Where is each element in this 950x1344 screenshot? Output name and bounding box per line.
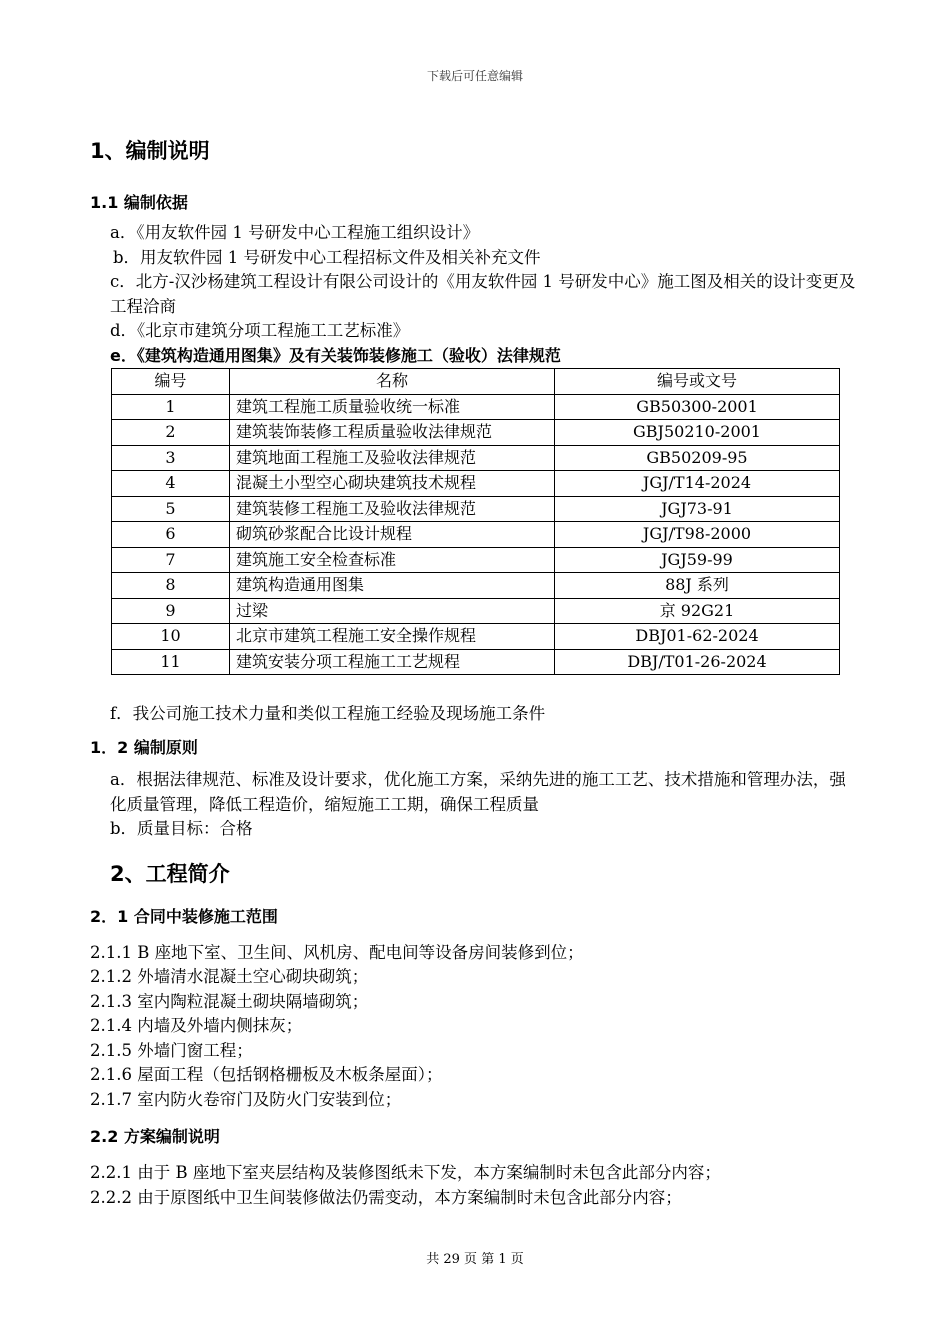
table-cell: 8 [112,573,230,599]
basis-item-a: a．《用友软件园 1 号研发中心工程施工组织设计》 [110,223,480,242]
table-row [112,445,840,471]
basis-item-e: e．《建筑构造通用图集》及有关装饰装修施工（验收）法律规范 [110,345,561,365]
scope-item: 2.1.2 外墙清水混凝土空心砌块砌筑； [90,967,369,986]
table-cell: JGJ59-99 [555,547,840,573]
table-header-row [112,369,840,395]
scope-item: 2.1.5 外墙门窗工程； [90,1040,253,1060]
table-cell: 3 [112,445,230,471]
table-header-cell: 编号 [112,369,230,395]
table-row [112,471,840,497]
table-cell: 5 [112,496,230,522]
table-row [112,522,840,548]
table-cell: 建筑装饰装修工程质量验收法律规范 [230,420,555,446]
table-cell: 6 [112,522,230,548]
section-1-2-title: 1．2 编制原则 [90,738,198,757]
table-cell: 1 [112,394,230,420]
principle-item-b: b．质量目标：合格 [110,819,253,838]
scope-list [90,941,860,1113]
table-cell: 建筑施工安全检查标准 [230,547,555,573]
section-1-title: 1、编制说明 [90,139,210,163]
scheme-note-item: 2.2.1 由于 B 座地下室夹层结构及装修图纸未下发，本方案编制时未包含此部分内容； [90,1163,721,1182]
table-cell: 过梁 [230,598,555,624]
basis-item-c: c．北方-汉沙杨建筑工程设计有限公司设计的《用友软件园 1 号研发中心》施工图及相关的设计变更及工程洽商 [110,272,856,316]
table-cell: GB50209-95 [555,445,840,471]
basis-item-b: b．用友软件园 1 号研发中心工程招标文件及相关补充文件 [113,247,541,267]
principle-item-a: a．根据法律规范、标准及设计要求，优化施工方案，采纳先进的施工工艺、技术措施和管理办法，强化质量管理，降低工程造价，缩短施工工期，确保工程质量 [110,770,846,814]
table-cell: 北京市建筑工程施工安全操作规程 [230,624,555,650]
table-cell: 7 [112,547,230,573]
table-cell: 4 [112,471,230,497]
table-row [112,649,840,675]
scheme-notes-list [90,1161,860,1210]
scheme-note-item: 2.2.2 由于原图纸中卫生间装修做法仍需变动，本方案编制时未包含此部分内容； [90,1187,682,1207]
table-row [112,624,840,650]
scope-item: 2.1.7 室内防火卷帘门及防火门安装到位； [90,1089,402,1109]
table-cell: 建筑构造通用图集 [230,573,555,599]
table-cell: 2 [112,420,230,446]
page-content [90,135,860,1210]
table-cell: 88J 系列 [555,573,840,599]
table-cell: JGJ/T98-2000 [555,522,840,548]
scope-item: 2.1.1 B 座地下室、卫生间、风机房、配电间等设备房间装修到位； [90,942,584,962]
scope-item: 2.1.6 屋面工程（包括钢格栅板及木板条屋面）； [90,1065,443,1084]
section-1-1-title: 1.1 编制依据 [90,193,188,212]
table-row [112,394,840,420]
basis-item-d: d．《北京市建筑分项工程施工工艺标准》 [110,321,410,340]
table-header-cell: 编号或文号 [555,369,840,395]
table-cell: GB50300-2001 [555,394,840,420]
page-header: 下载后可任意编辑 [426,69,523,83]
principle-list [110,768,860,842]
table-row [112,598,840,624]
scope-item: 2.1.3 室内陶粒混凝土砌块隔墙砌筑； [90,991,369,1011]
table-cell: DBJ01-62-2024 [555,624,840,650]
standards-table [111,368,840,675]
table-row [112,547,840,573]
table-row [112,573,840,599]
section-2-2-title: 2.2 方案编制说明 [90,1127,220,1146]
table-cell: 混凝土小型空心砌块建筑技术规程 [230,471,555,497]
table-row [112,496,840,522]
section-2-title: 2、工程简介 [110,861,230,886]
table-cell: 建筑安装分项工程施工工艺规程 [230,649,555,675]
table-row [112,420,840,446]
table-cell: 11 [112,649,230,675]
table-cell: 建筑装修工程施工及验收法律规范 [230,496,555,522]
scope-item: 2.1.4 内墙及外墙内侧抹灰； [90,1016,303,1035]
section-2-1-title: 2．1 合同中装修施工范围 [90,906,278,926]
page-footer: 共 29 页 第 1 页 [426,1252,524,1267]
table-cell: GBJ50210-2001 [555,420,840,446]
table-cell: JGJ/T14-2024 [555,471,840,497]
table-cell: 建筑工程施工质量验收统一标准 [230,394,555,420]
table-header-cell: 名称 [230,369,555,395]
table-cell: JGJ73-91 [555,496,840,522]
table-cell: 砌筑砂浆配合比设计规程 [230,522,555,548]
table-cell: 建筑地面工程施工及验收法律规范 [230,445,555,471]
table-cell: 京 92G21 [555,598,840,624]
table-cell: 9 [112,598,230,624]
table-cell: 10 [112,624,230,650]
basis-list [110,221,860,368]
table-cell: DBJ/T01-26-2024 [555,649,840,675]
basis-item-f: f．我公司施工技术力量和类似工程施工经验及现场施工条件 [110,704,546,723]
